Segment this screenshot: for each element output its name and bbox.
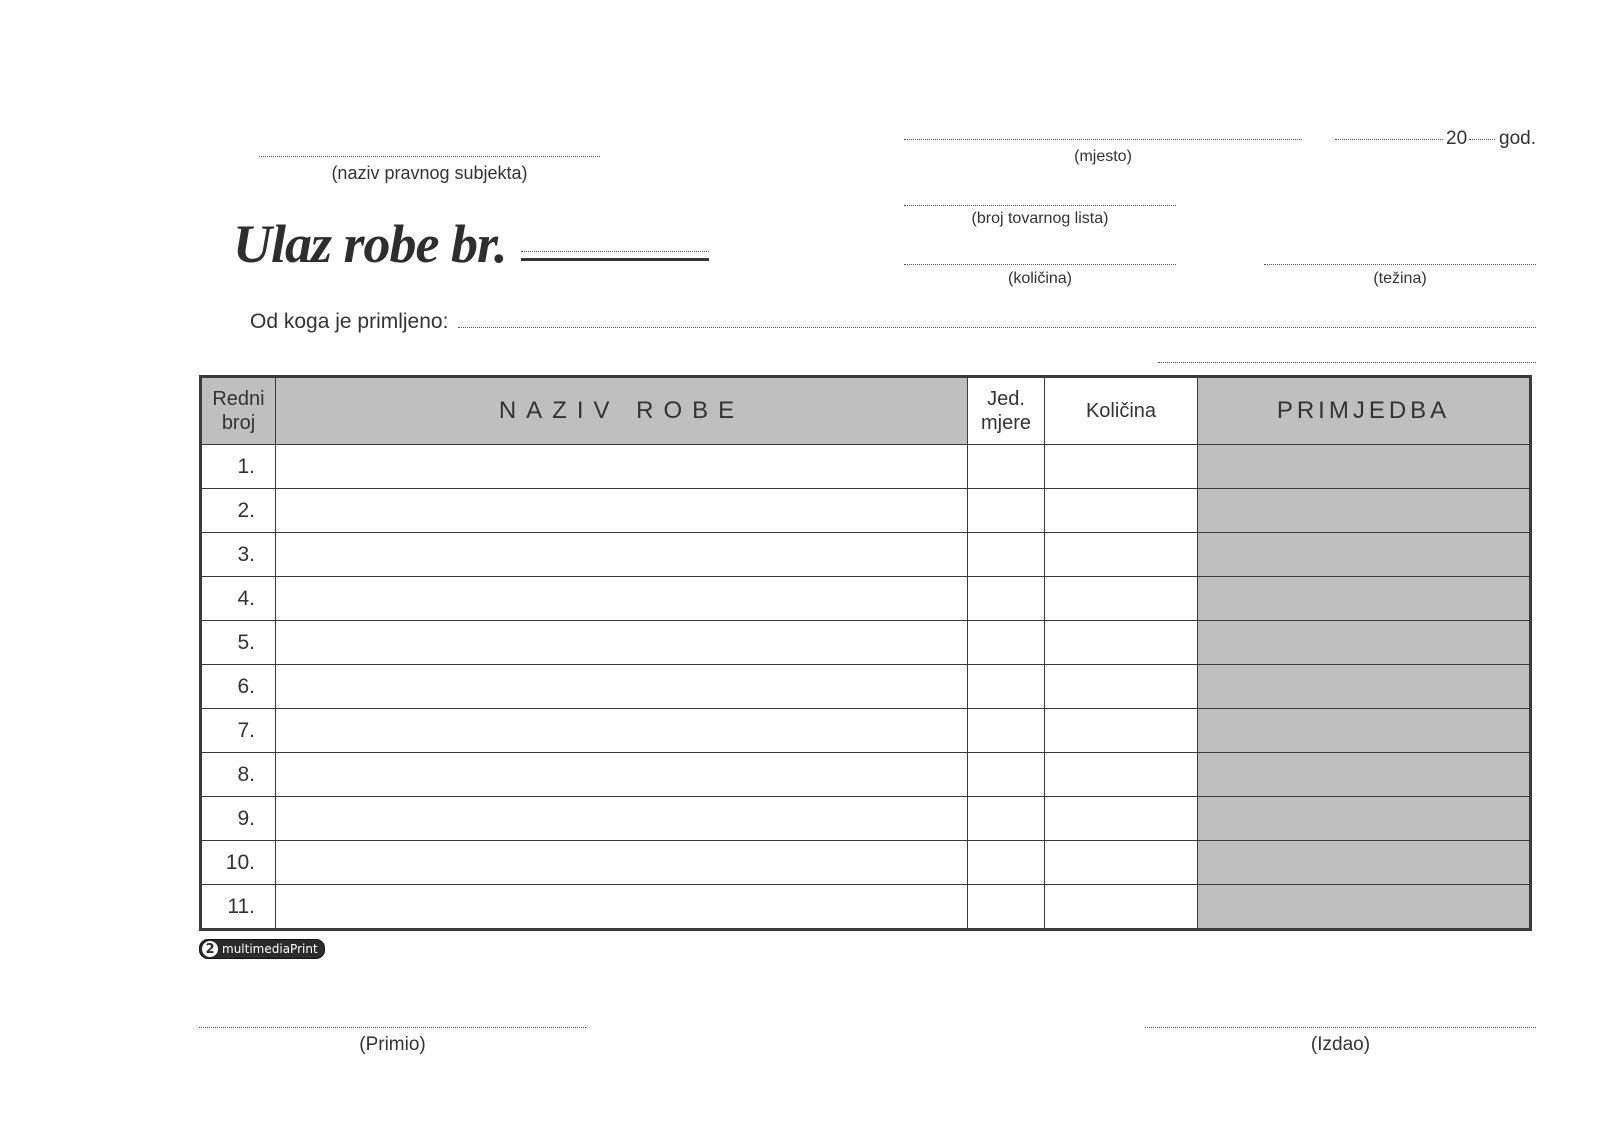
row-number-cell: 10.: [201, 841, 276, 885]
goods-name-cell[interactable]: [276, 665, 968, 709]
quantity-cell[interactable]: [1045, 533, 1198, 577]
place-field[interactable]: [904, 139, 1302, 140]
year-prefix: 20: [1446, 128, 1468, 149]
issued-by-caption: (Izdao): [1310, 1034, 1371, 1055]
table-header-row: [201, 377, 1531, 445]
row-number-cell: 5.: [201, 621, 276, 665]
column-header-remark: PRIMJEDBA: [1198, 377, 1531, 445]
quantity-cell[interactable]: [1045, 621, 1198, 665]
quantity-field[interactable]: [904, 264, 1176, 265]
remark-cell[interactable]: [1198, 665, 1531, 709]
quantity-cell[interactable]: [1045, 489, 1198, 533]
unit-cell[interactable]: [968, 445, 1045, 489]
legal-entity-caption: (naziv pravnog subjekta): [331, 163, 528, 183]
quantity-cell[interactable]: [1045, 445, 1198, 489]
row-number-header-line2: broj: [221, 412, 256, 434]
year-field[interactable]: [1469, 139, 1495, 140]
remark-cell[interactable]: [1198, 841, 1531, 885]
weight-caption: (težina): [1373, 270, 1427, 287]
unit-cell[interactable]: [968, 841, 1045, 885]
row-number-cell: 4.: [201, 577, 276, 621]
quantity-caption: (količina): [1007, 270, 1072, 287]
received-by-signature-field[interactable]: [199, 1027, 586, 1028]
unit-cell[interactable]: [968, 489, 1045, 533]
remark-cell[interactable]: [1198, 489, 1531, 533]
column-header-row-number: [201, 377, 276, 445]
goods-name-cell[interactable]: [276, 489, 968, 533]
goods-name-cell[interactable]: [276, 841, 968, 885]
goods-name-cell[interactable]: [276, 533, 968, 577]
quantity-cell[interactable]: [1045, 841, 1198, 885]
row-number-cell: 11.: [201, 885, 276, 930]
received-from-field-line2[interactable]: [1158, 362, 1536, 363]
legal-entity-field[interactable]: [259, 156, 600, 157]
goods-name-cell[interactable]: [276, 753, 968, 797]
column-header-unit: [968, 377, 1045, 445]
issued-by-signature-field[interactable]: [1145, 1027, 1536, 1028]
unit-cell[interactable]: [968, 709, 1045, 753]
unit-cell[interactable]: [968, 533, 1045, 577]
quantity-cell[interactable]: [1045, 797, 1198, 841]
remark-cell[interactable]: [1198, 709, 1531, 753]
unit-header-line2: mjere: [980, 412, 1031, 434]
table-row: [201, 885, 1531, 930]
row-number-cell: 1.: [201, 445, 276, 489]
unit-cell[interactable]: [968, 577, 1045, 621]
table-row: [201, 709, 1531, 753]
table-row: [201, 621, 1531, 665]
remark-cell[interactable]: [1198, 533, 1531, 577]
logo-mark-icon: 2: [202, 941, 218, 957]
goods-name-cell[interactable]: [276, 577, 968, 621]
unit-cell[interactable]: [968, 753, 1045, 797]
table-row: [201, 489, 1531, 533]
row-number-header-line1: Redni: [212, 388, 265, 410]
remark-cell[interactable]: [1198, 621, 1531, 665]
quantity-cell[interactable]: [1045, 665, 1198, 709]
unit-cell[interactable]: [968, 797, 1045, 841]
table-row: [201, 665, 1531, 709]
year-suffix: god.: [1499, 128, 1536, 149]
table-row: [201, 577, 1531, 621]
weight-field[interactable]: [1264, 264, 1536, 265]
goods-name-cell[interactable]: [276, 621, 968, 665]
quantity-cell[interactable]: [1045, 577, 1198, 621]
column-header-quantity: Količina: [1045, 377, 1198, 445]
date-field[interactable]: [1335, 139, 1443, 140]
table-row: [201, 841, 1531, 885]
goods-name-cell[interactable]: [276, 445, 968, 489]
unit-cell[interactable]: [968, 621, 1045, 665]
waybill-caption: (broj tovarnog lista): [971, 210, 1109, 227]
received-from-label: Od koga je primljeno:: [250, 310, 449, 333]
goods-table-body: [201, 445, 1531, 930]
row-number-cell: 2.: [201, 489, 276, 533]
received-by-caption: (Primio): [359, 1034, 426, 1055]
remark-cell[interactable]: [1198, 577, 1531, 621]
goods-name-cell[interactable]: [276, 797, 968, 841]
goods-name-cell[interactable]: [276, 885, 968, 930]
place-caption: (mjesto): [1074, 148, 1132, 165]
goods-table: [199, 375, 1532, 931]
remark-cell[interactable]: [1198, 885, 1531, 930]
document-number-underline: [521, 258, 709, 261]
remark-cell[interactable]: [1198, 753, 1531, 797]
document-number-field[interactable]: [521, 251, 709, 252]
table-row: [201, 533, 1531, 577]
quantity-cell[interactable]: [1045, 709, 1198, 753]
row-number-cell: 3.: [201, 533, 276, 577]
waybill-field[interactable]: [904, 205, 1176, 206]
unit-cell[interactable]: [968, 665, 1045, 709]
multimediaprint-logo: [199, 939, 325, 959]
row-number-cell: 8.: [201, 753, 276, 797]
remark-cell[interactable]: [1198, 445, 1531, 489]
unit-header-line1: Jed.: [987, 388, 1025, 410]
table-row: [201, 753, 1531, 797]
goods-name-cell[interactable]: [276, 709, 968, 753]
row-number-cell: 9.: [201, 797, 276, 841]
quantity-cell[interactable]: [1045, 753, 1198, 797]
remark-cell[interactable]: [1198, 797, 1531, 841]
received-from-field[interactable]: [458, 327, 1536, 328]
row-number-cell: 7.: [201, 709, 276, 753]
quantity-cell[interactable]: [1045, 885, 1198, 930]
document-title: Ulaz robe br.: [233, 214, 507, 274]
column-header-goods-name: NAZIV ROBE: [276, 377, 968, 445]
unit-cell[interactable]: [968, 885, 1045, 930]
row-number-cell: 6.: [201, 665, 276, 709]
table-row: [201, 797, 1531, 841]
logo-text: multimediaPrint: [222, 942, 318, 956]
table-row: [201, 445, 1531, 489]
